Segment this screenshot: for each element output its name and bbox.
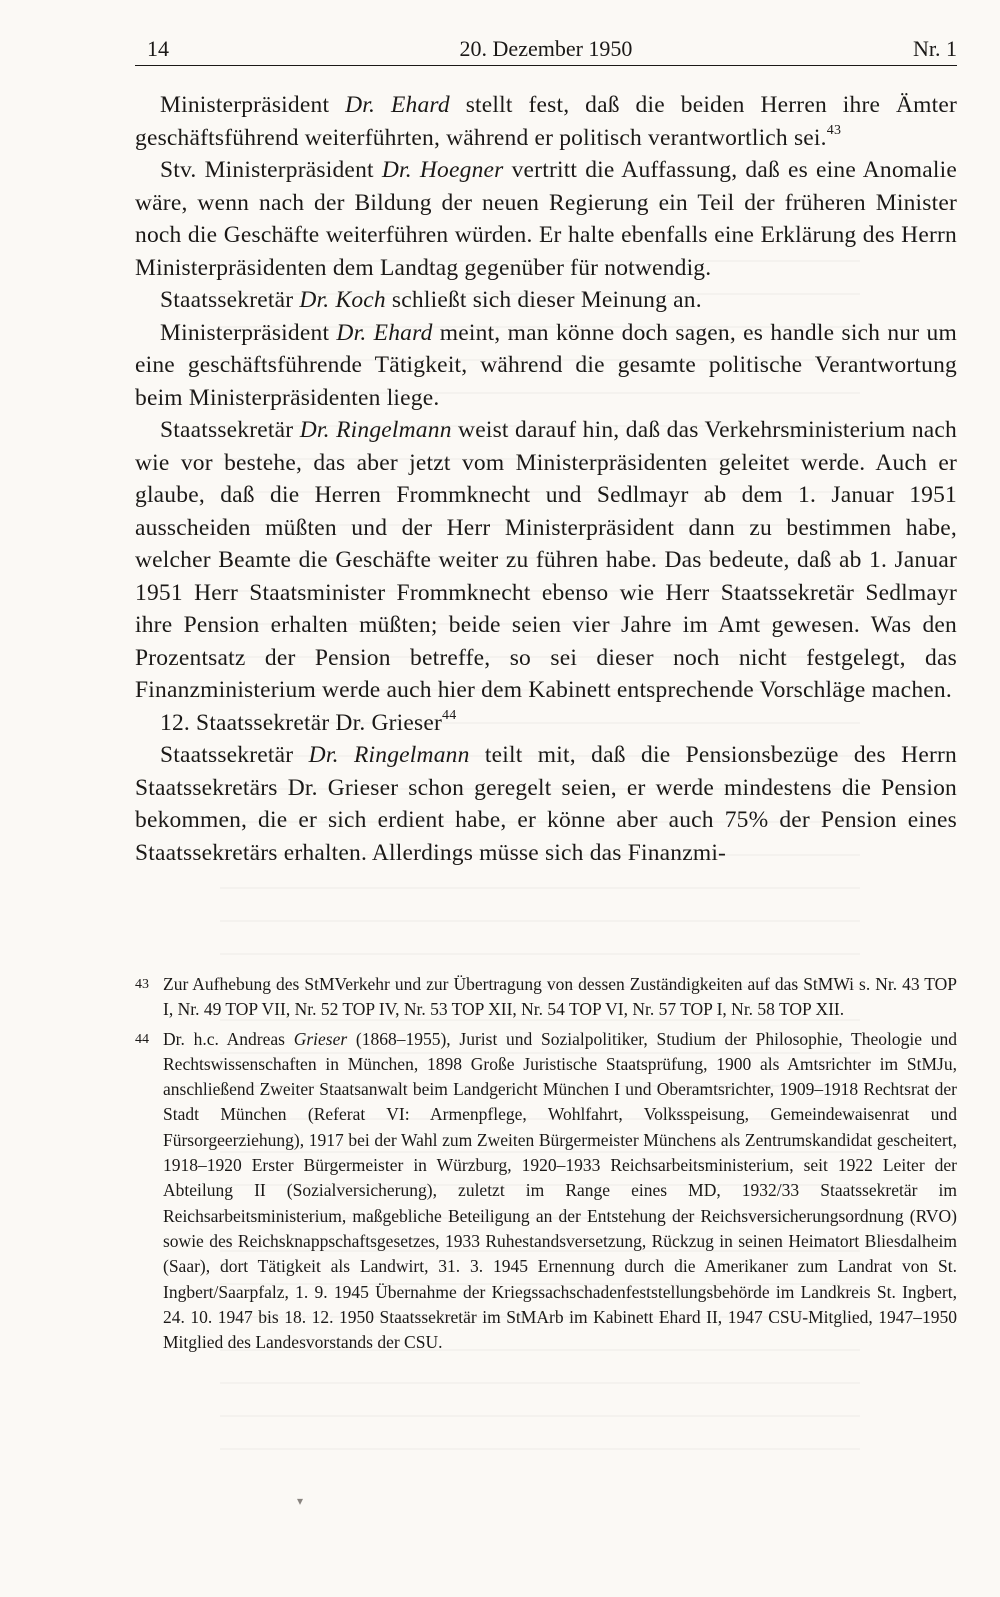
speaker-name: Ringelmann	[336, 417, 452, 443]
page-number: 14	[147, 36, 169, 61]
main-text	[135, 89, 957, 869]
running-header	[135, 26, 957, 66]
header-rule	[135, 65, 957, 66]
paragraph: Staatssekretär Dr. Ringelmann weist darauf hin, daß das Verkehrsministerium nach wie vor bestehe, das aber jetzt vom Ministerpräsidenten geleitet werde. Auch er glaube, daß die Herren Frommknecht und Sedlmayr ab dem 1. Januar 1951 ausscheiden müßten und der Herr Ministerpräsident dann zu bestimmen habe, welcher Beamte die Geschäfte weiter zu führen habe. Das bedeute, daß ab 1. Januar 1951 Herr Staatsminister Frommknecht ebenso wie Herr Staatssekretär Sedlmayr ihre Pension erhalten müßten; beide seien vier Jahre im Amt gewesen. Was den Prozentsatz der Pension betreffe, so sei dieser noch nicht festgelegt, das Finanzministerium werde auch hier dem Kabinett entsprechende Vorschläge machen.	[135, 417, 958, 703]
speaker-name: Ringelmann	[353, 742, 470, 768]
paragraph: Staatssekretär Dr. Koch schließt sich dieser Meinung an.	[160, 287, 702, 313]
speaker-name: Hoegner	[419, 157, 504, 183]
paragraph: Staatssekretär Dr. Ringelmann teilt mit, daß die Pensionsbezüge des Herrn Staatssekretärs Dr. Grieser schon geregelt seien, er werde mindestens die Pension bekommen, die er sich erdient habe, er könne aber auch 75% der Pension eines Staatssekretärs erhalten. Allerdings müsse sich das Finanzmi-	[135, 742, 957, 866]
header-date: 20. Dezember 1950	[459, 36, 633, 61]
speaker-name: Koch	[335, 287, 386, 313]
paper-speck: ▾	[297, 1494, 304, 1508]
paragraph: Stv. Ministerpräsident Dr. Hoegner vertritt die Auffassung, daß es eine Anomalie wäre, wenn nach der Bildung der neuen Regierung ein Teil der früheren Minister noch die Geschäfte weiterführen würden. Er halte ebenfalls eine Erklärung des Herrn Ministerpräsidenten dem Landtag gegenüber für notwendig.	[135, 157, 958, 281]
footnote-reference[interactable]: 44	[442, 707, 457, 723]
paragraph: Ministerpräsident Dr. Ehard stellt fest, daß die beiden Herren ihre Ämter geschäftsführend weiterführten, während er politisch verantwortlich sei.$^{43}$	[135, 92, 958, 151]
footnote-reference[interactable]: 43	[826, 122, 842, 138]
speaker-name: Ehard	[390, 92, 450, 118]
footnotes	[135, 972, 957, 1359]
person-name: Grieser	[293, 1028, 348, 1049]
agenda-item-heading: 12. Staatssekretär Dr. Grieser$^{44}$	[160, 707, 457, 736]
speaker-name: Ehard	[373, 319, 433, 346]
footnote: 44 Dr. h.c. Andreas Grieser (1868–1955), Jurist und Sozialpolitiker, Studium der Philosophie, Theologie und Rechtswissenschaften in München, 1898 Große Juristische Staatsprüfung, 1900 als Amtsrichter im StMJu, anschließend Zweiter Staatsanwalt beim Landgericht München I und Oberamtsrichter, 1909–1918 Rechtsrat der Stadt München (Referat VI: Armenpflege, Wohlfahrt, Volksspeisung, Gemeindewaisenrat und Fürsorgeerziehung), 1917 bei der Wahl zum Zweiten Bürgermeister Münchens als Zentrumskandidat gescheitert, 1918–1920 Erster Bürgermeister in Würzburg, 1920–1933 Reichsarbeitsministerium, seit 1922 Leiter der Abteilung II (Sozialversicherung), zuletzt im Range eines MD, 1932/33 Staatssekretär im Reichsarbeitsministerium, maßgebliche Beteiligung an der Entstehung der Reichsversicherungsordnung (RVO) sowie des Reichsknappschaftsgesetzes, 1933 Ruhestandsversetzung, Rückzug in seinen Heimatort Bliesdalheim (Saar), dort Tätigkeit als Landwirt, 31. 3. 1945 Ernennung durch die Amerikaner zum Landrat von St. Ingbert/Saarpfalz, 1. 9. 1945 Übernahme der Kriegssachschadenfeststellungsbehörde im Landkreis St. Ingbert, 24. 10. 1947 bis 18. 12. 1950 Staatssekretär im StMArb im Kabinett Ehard II, 1947 CSU-Mitglied, 1947–1950 Mitglied des Landesvorstands der CSU.	[135, 1028, 957, 1353]
footnote-number: 44	[135, 1031, 149, 1047]
footnote: 43 Zur Aufhebung des StMVerkehr und zur Übertragung von dessen Zuständigkeiten auf das StMWi s. Nr. 43 TOP I, Nr. 49 TOP VII, Nr. 52 TOP IV, Nr. 53 TOP XII, Nr. 54 TOP VI, Nr. 57 TOP I, Nr. 58 TOP XII.	[135, 974, 957, 1020]
footnote-number: 43	[135, 977, 149, 992]
paragraph: Ministerpräsident Dr. Ehard meint, man könne doch sagen, es handle sich nur um eine geschäftsführende Tätigkeit, während die gesamte politische Verantwortung beim Ministerpräsidenten liege.	[135, 319, 957, 411]
header-issue-number: Nr. 1	[913, 36, 957, 61]
